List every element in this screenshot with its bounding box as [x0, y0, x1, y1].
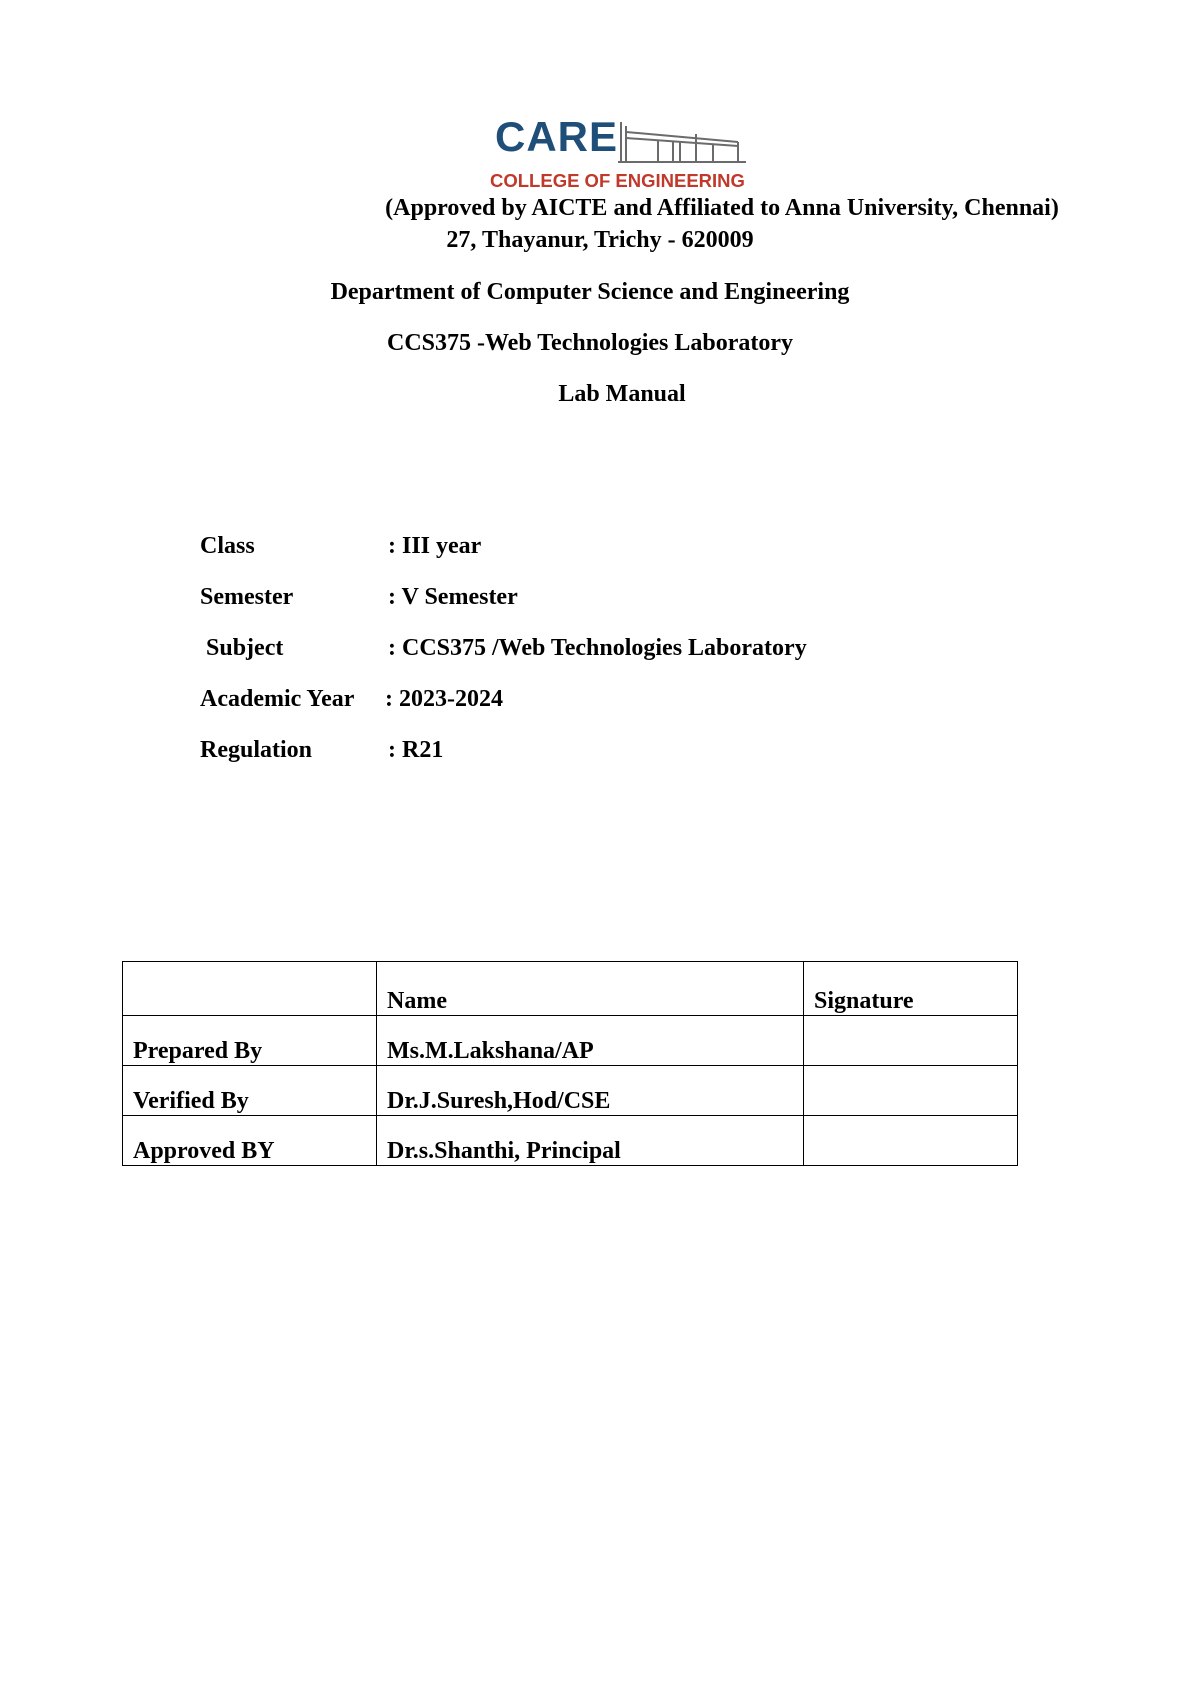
building-icon	[618, 120, 748, 166]
signature-cell	[804, 1066, 1018, 1116]
name-cell: Dr.s.Shanthi, Principal	[377, 1116, 804, 1166]
address-line: 27, Thayanur, Trichy - 620009	[446, 227, 754, 253]
info-value-academic-year: : 2023-2024	[385, 686, 503, 712]
info-value-class: : III year	[388, 533, 482, 559]
info-label-subject: Subject	[200, 635, 284, 661]
logo-wordmark: CARE	[495, 113, 619, 160]
info-label-class: Class	[200, 533, 255, 559]
header-cell-name: Name	[377, 962, 804, 1016]
name-cell: Ms.M.Lakshana/AP	[377, 1016, 804, 1066]
logo-subtitle: COLLEGE OF ENGINEERING	[490, 170, 745, 191]
info-label-semester: Semester	[200, 584, 294, 610]
info-value-regulation: : R21	[388, 737, 444, 763]
table-row	[123, 1116, 1018, 1166]
info-label-regulation: Regulation	[200, 737, 313, 763]
role-cell: Verified By	[123, 1066, 377, 1116]
info-value-subject: : CCS375 /Web Technologies Laboratory	[388, 635, 807, 661]
table-header-row	[123, 962, 1018, 1016]
doc-type: Lab Manual	[558, 381, 686, 407]
department-line: Department of Computer Science and Engineering	[330, 279, 850, 305]
table-row	[123, 1016, 1018, 1066]
info-value-semester: : V Semester	[388, 584, 518, 610]
role-cell: Approved BY	[123, 1116, 377, 1166]
header-cell-signature: Signature	[804, 962, 1018, 1016]
signature-cell	[804, 1016, 1018, 1066]
name-cell: Dr.J.Suresh,Hod/CSE	[377, 1066, 804, 1116]
role-cell: Prepared By	[123, 1016, 377, 1066]
signature-table	[122, 961, 1018, 1166]
affiliation-line: (Approved by AICTE and Affiliated to Anna University, Chennai)	[385, 195, 1059, 221]
college-logo	[490, 113, 760, 194]
table-row	[123, 1066, 1018, 1116]
header-cell-role	[123, 962, 377, 1016]
signature-cell	[804, 1116, 1018, 1166]
info-label-academic-year: Academic Year	[200, 686, 355, 712]
course-title: CCS375 -Web Technologies Laboratory	[386, 330, 794, 356]
